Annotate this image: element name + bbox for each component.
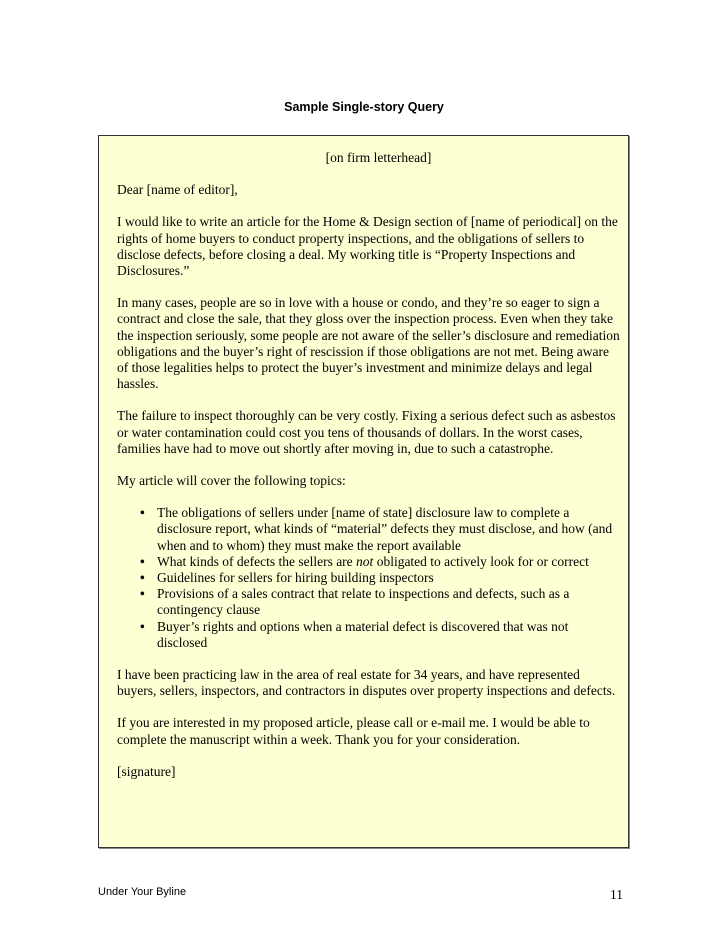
signature-placeholder: [signature]: [117, 763, 176, 779]
topic-item: [140, 570, 620, 586]
footer-book-title: Under Your Byline: [98, 886, 187, 898]
topic-text: Buyer’s rights and options when a material defect is discovered that was not disclosed: [157, 618, 569, 650]
footer-page-number: 11: [610, 887, 623, 902]
topic-item: [140, 586, 620, 618]
topic-emphasis: not: [356, 553, 374, 569]
topic-text-before: What kinds of defects the sellers are: [157, 553, 357, 569]
topic-text-after: obligated to actively look for or correct: [373, 553, 589, 569]
letterhead-placeholder: [on firm letterhead]: [325, 150, 432, 165]
salutation: Dear [name of editor],: [117, 182, 238, 198]
paragraph-intro: I would like to write an article for the Home & Design section of [name of periodical] on the rights of home buyers to conduct property inspections, and the obligations of sellers to disclose defects, before closing a deal. My working title is “Property Inspections and Disclosures.”: [117, 214, 618, 279]
bullet-icon: •: [140, 505, 145, 521]
page-title: Sample Single-story Query: [284, 100, 444, 114]
topic-item: [140, 618, 620, 651]
paragraph-closing: If you are interested in my proposed article, please call or e-mail me. I would be able to complete the manuscript within a week. Thank you for your consideration.: [117, 715, 590, 747]
bullet-icon: •: [140, 570, 145, 586]
topics-list: [117, 505, 620, 651]
paragraph-topics-intro: My article will cover the following topics:: [117, 473, 346, 489]
bullet-icon: •: [140, 586, 145, 602]
bullet-icon: •: [140, 618, 145, 634]
paragraph-problem: In many cases, people are so in love with a house or condo, and they’re so eager to sign a contract and close the sale, that they gloss over the inspection process. Even when they take the inspection seriously, some people are not aware of the seller’s disclosure and remediation obligations and the buyer’s right of rescission if those obligations are not met. Being aware of those legalities helps to protect the buyer’s investment and minimize delays and legal hassles.: [117, 295, 620, 392]
paragraph-cost: The failure to inspect thoroughly can be very costly. Fixing a serious defect such as asbestos or water contamination could cost you tens of thousands of dollars. In the worst cases, families have had to move out shortly after moving in, due to such a catastrophe.: [117, 408, 616, 456]
topic-text: Provisions of a sales contract that relate to inspections and defects, such as a contingency clause: [157, 586, 570, 618]
topic-item: [140, 505, 620, 554]
topic-text: The obligations of sellers under [name of state] disclosure law to complete a disclosure report, what kinds of “material” defects they must disclose, and how (and when and to whom) they must make the report available: [157, 505, 613, 553]
sample-query-letter-box: [98, 135, 629, 848]
bullet-icon: •: [140, 553, 145, 569]
topic-text: Guidelines for sellers for hiring building inspectors: [157, 570, 434, 586]
topic-item: [140, 553, 620, 570]
paragraph-credentials: I have been practicing law in the area of real estate for 34 years, and have represented buyers, sellers, inspectors, and contractors in disputes over property inspections and defects.: [117, 667, 616, 699]
